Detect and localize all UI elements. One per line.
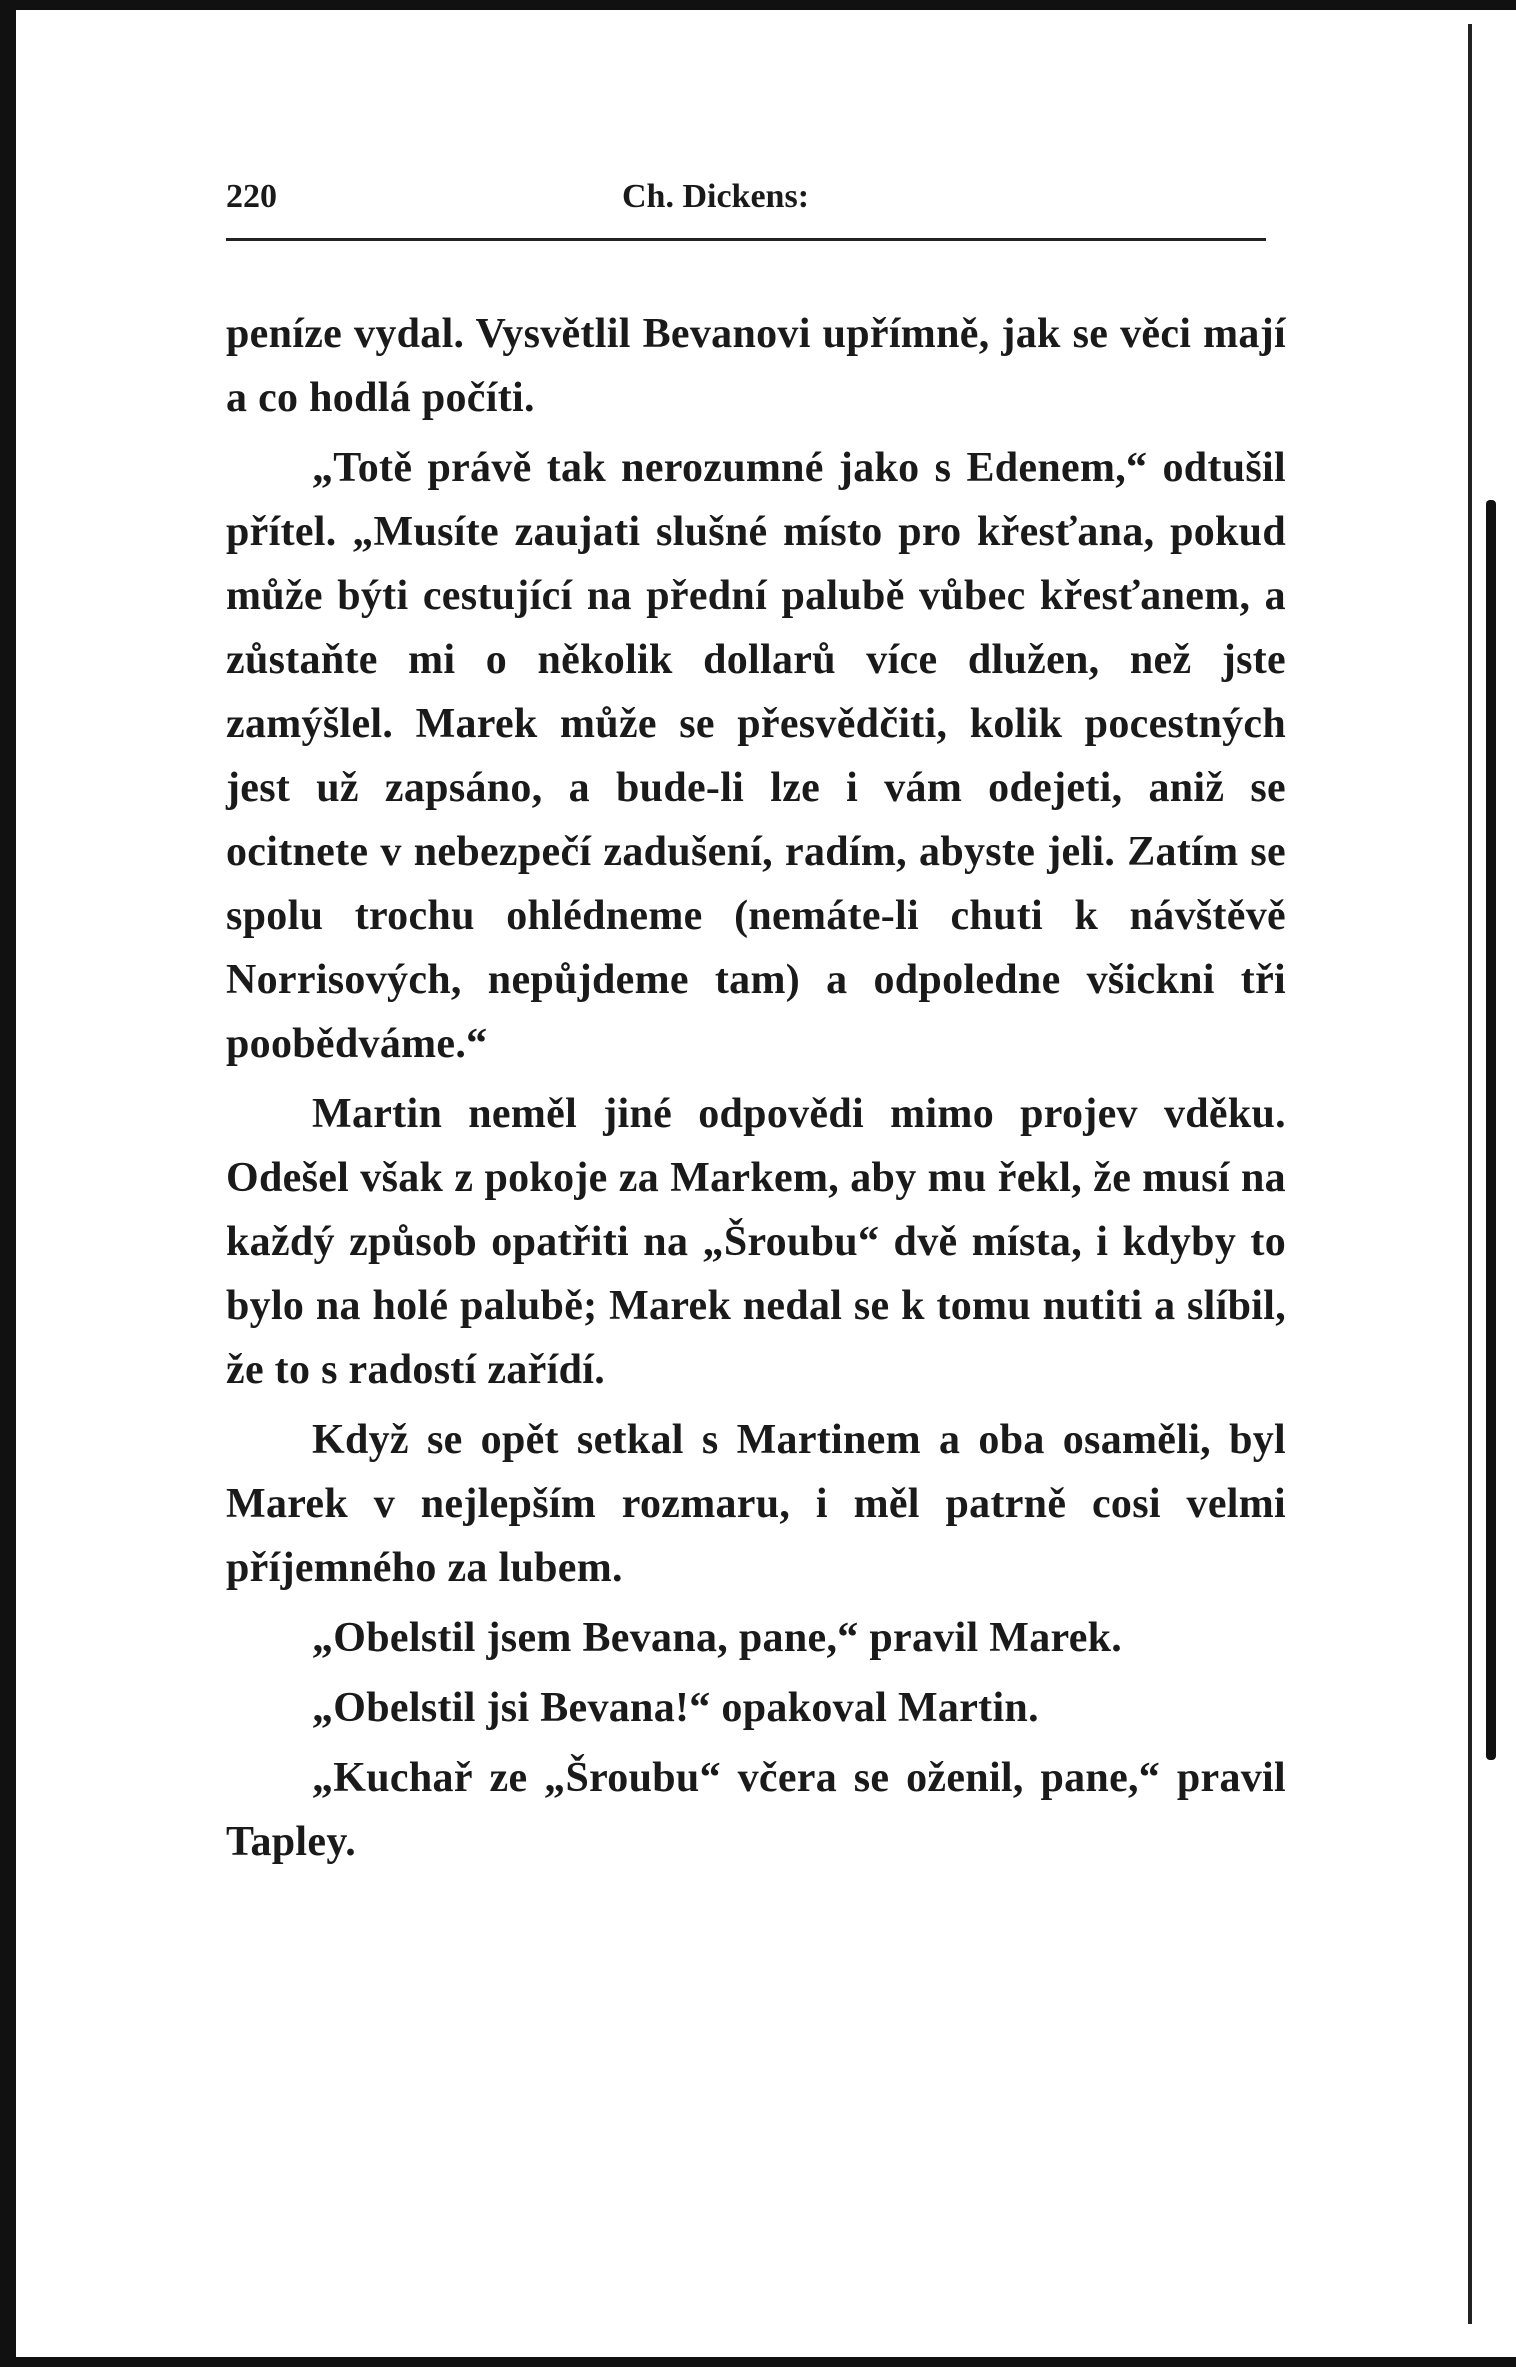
paragraph: „Obelstil jsem Bevana, pane,“ pravil Marek. [312,1615,1123,1661]
page-header [226,178,1266,228]
paragraph: „Totě právě tak nerozumné jako s Edenem,“ odtušil přítel. „Musíte zaujati slušné místo pro křesťana, pokud může býti cestující na přední palubě vůbec křesťanem, a zůstaňte mi o několik dollarů více dlužen, než jste zamýšlel. Marek může se přesvědčiti, kolik pocestných jest už zapsáno, a bude-li lze i vám odejeti, aniž se ocitnete v nebezpečí zadušení, radím, abyste jeli. Zatím se spolu trochu ohlédneme (nemáte-li chuti k návštěvě Norrisových, nepůjdeme tam) a odpoledne všickni tři poobědváme.“ [226,445,1286,1067]
paragraph: „Kuchař ze „Šroubu“ včera se oženil, pane,“ pravil Tapley. [226,1755,1286,1865]
paragraph: peníze vydal. Vysvětlil Bevanovi upřímně, jak se věci mají a co hodlá počíti. [226,311,1286,421]
running-title: Ch. Dickens: [622,178,810,215]
book-spine-edge [1486,500,1496,1760]
paragraph: Martin neměl jiné odpovědi mimo projev vděku. Odešel však z pokoje za Markem, aby mu řekl, že musí na každý způsob opatřiti na „Šroubu“ dvě místa, i kdyby to bylo na holé palubě; Marek nedal se k tomu nutiti a slíbil, že to s radostí zařídí. [226,1091,1286,1393]
header-rule [226,238,1266,241]
book-spine-line [1468,24,1472,2324]
body-text [226,302,1286,1880]
paragraph: „Obelstil jsi Bevana!“ opakoval Martin. [312,1685,1039,1731]
paragraph: Když se opět setkal s Martinem a oba osaměli, byl Marek v nejlepším rozmaru, i měl patrně cosi velmi příjemného za lubem. [226,1417,1286,1591]
page-number: 220 [226,178,277,215]
